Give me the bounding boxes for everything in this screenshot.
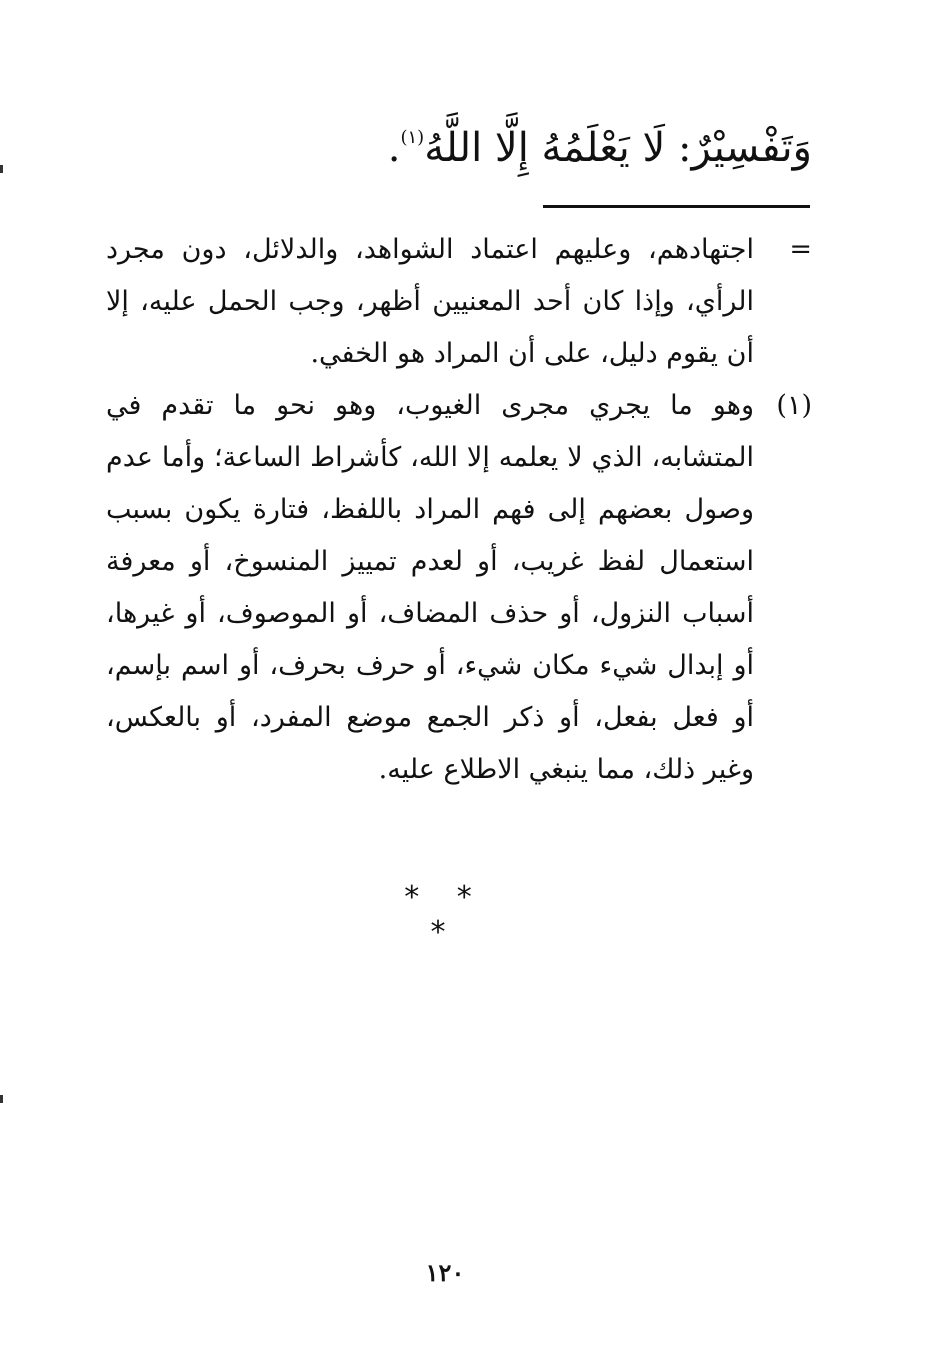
footnote-continuation-marker: = <box>789 234 812 265</box>
footnote-1 <box>106 380 812 796</box>
footnote-1-marker: (١) <box>776 390 812 421</box>
footnote-separator-rule <box>543 205 810 208</box>
page-number: ١٢٠ <box>425 1258 465 1287</box>
main-verse-text: وَتَفْسِيْرٌ: لَا يَعْلَمُهُ إِلَّا اللَّهُ <box>424 125 812 171</box>
footnote-1-text: وهو ما يجري مجرى الغيوب، وهو نحو ما تقدم في المتشابه، الذي لا يعلمه إلا الله، كأشراط الساعة؛ وأما عدم وصول بعضهم إلى فهم المراد باللفظ، فتارة يكون بسبب استعمال لفظ غريب، أو لعدم تمييز المنسوخ، أو معرفة أسباب النزول، أو حذف المضاف، أو الموصوف، أو غيرها، أو إبدال شيء مكان شيء، أو حرف بحرف، أو اسم بإسم، أو فعل بفعل، أو ذكر الجمع موضع المفرد، أو بالعكس، وغير ذلك، مما ينبغي الاطلاع عليه. <box>106 390 754 785</box>
footnote-reference: (١) <box>400 127 425 148</box>
scan-edge-mark <box>0 1095 3 1103</box>
main-end-mark: . <box>387 125 401 171</box>
scan-edge-mark <box>0 165 3 173</box>
footnote-continuation-text: اجتهادهم، وعليهم اعتماد الشواهد، والدلائل، دون مجرد الرأي، وإذا كان أحد المعنيين أظهر، وجب الحمل عليه، إلا أن يقوم دليل، على أن المراد هو الخفي. <box>106 234 754 369</box>
main-text-line <box>112 108 812 178</box>
section-end-asterisks: * * * <box>404 880 486 950</box>
footnote-continuation <box>106 224 812 380</box>
footnotes-section <box>106 224 812 796</box>
